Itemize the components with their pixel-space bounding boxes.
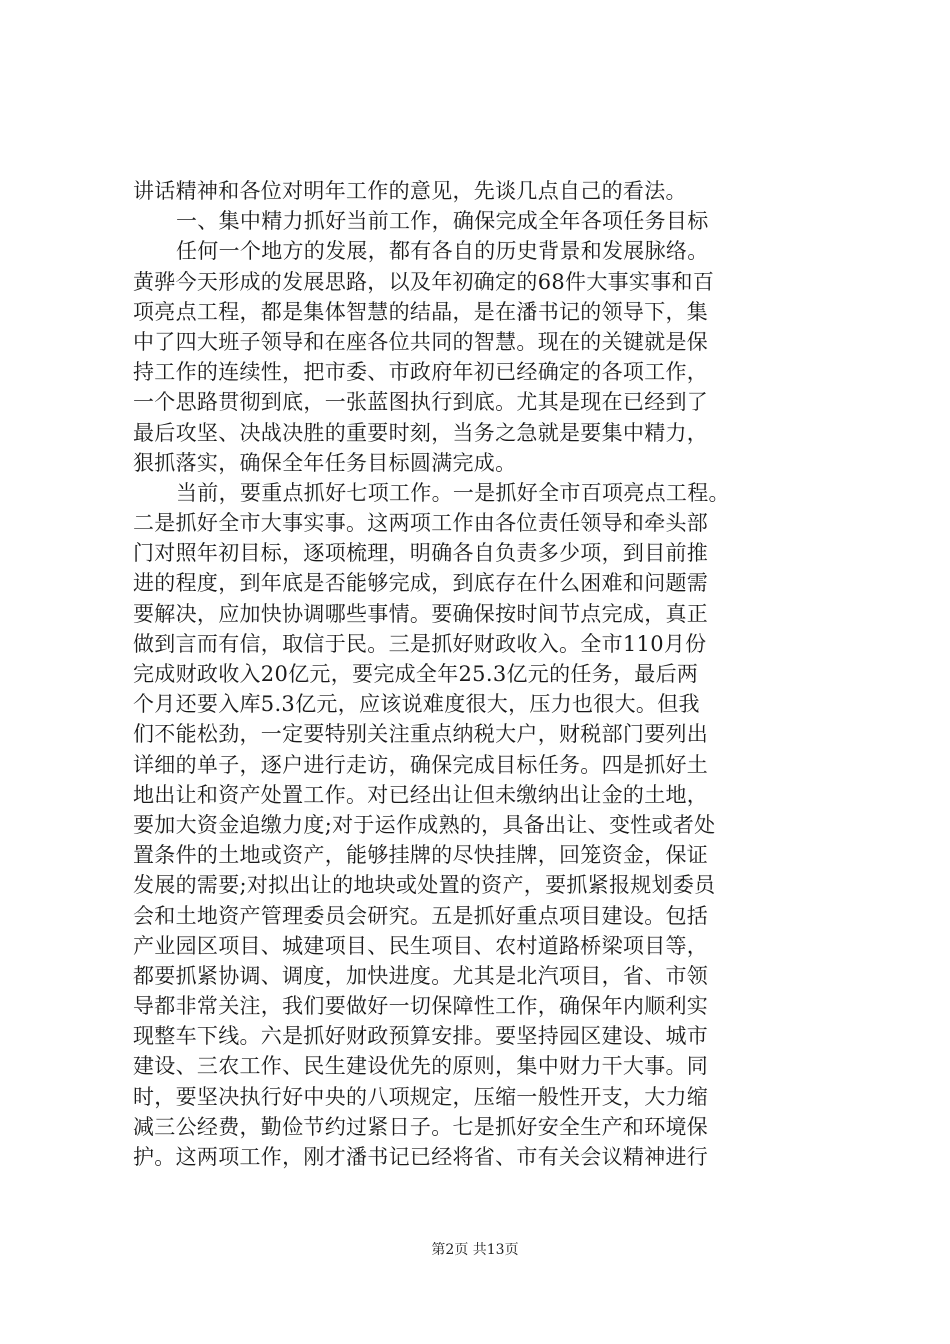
text-line: 完成财政收入20亿元，要完成全年25.3亿元的任务，最后两 — [133, 662, 699, 686]
text-line: 会和土地资产管理委员会研究。五是抓好重点项目建设。包括 — [133, 903, 709, 928]
text-line: 地出让和资产处置工作。对已经出让但未缴纳出让金的土地， — [133, 782, 709, 807]
text-line: 中了四大班子领导和在座各位共同的智慧。现在的关键就是保 — [133, 329, 709, 354]
text-line: 个月还要入库5.3亿元，应该说难度很大，压力也很大。但我 — [133, 692, 700, 717]
text-line: 最后攻坚、决战决胜的重要时刻，当务之急就是要集中精力， — [133, 420, 709, 445]
text-line: 一、集中精力抓好当前工作，确保完成全年各项任务目标 — [176, 209, 709, 234]
text-line: 现整车下线。六是抓好财政预算安排。要坚持园区建设、城市 — [133, 1024, 709, 1049]
text-line: 减三公经费，勤俭节约过紧日子。七是抓好安全生产和环境保 — [133, 1114, 709, 1139]
text-line: 要加大资金追缴力度;对于运作成熟的，具备出让、变性或者处 — [133, 812, 716, 837]
text-line: 时，要坚决执行好中央的八项规定，压缩一般性开支，大力缩 — [133, 1084, 709, 1109]
page-footer: 第2页 共13页 — [431, 1242, 519, 1258]
text-line: 黄骅今天形成的发展思路，以及年初确定的68件大事实事和百 — [133, 269, 715, 294]
text-line: 导都非常关注，我们要做好一切保障性工作，确保年内顺利实 — [133, 994, 709, 1019]
text-line: 项亮点工程，都是集体智慧的结晶，是在潘书记的领导下，集 — [133, 299, 709, 324]
text-line: 任何一个地方的发展，都有各自的历史背景和发展脉络。 — [176, 239, 709, 264]
text-line: 门对照年初目标，逐项梳理，明确各自负责多少项，到目前推 — [133, 541, 709, 566]
text-line: 详细的单子，逐户进行走访，确保完成目标任务。四是抓好土 — [133, 752, 709, 777]
text-line: 发展的需要;对拟出让的地块或处置的资产，要抓紧报规划委员 — [133, 873, 716, 898]
text-line: 护。这两项工作，刚才潘书记已经将省、市有关会议精神进行 — [133, 1145, 709, 1169]
text-line: 做到言而有信，取信于民。三是抓好财政收入。全市110月份 — [133, 631, 707, 656]
document-body — [133, 176, 833, 1172]
text-line: 一个思路贯彻到底，一张蓝图执行到底。尤其是现在已经到了 — [133, 390, 709, 415]
text-line: 二是抓好全市大事实事。这两项工作由各位责任领导和牵头部 — [133, 511, 709, 536]
text-line: 当前，要重点抓好七项工作。一是抓好全市百项亮点工程。 — [176, 480, 730, 505]
text-line: 们不能松劲，一定要特别关注重点纳税大户，财税部门要列出 — [133, 722, 709, 747]
text-line: 进的程度，到年底是否能够完成，到底存在什么困难和问题需 — [133, 571, 709, 596]
text-line: 置条件的土地或资产，能够挂牌的尽快挂牌，回笼资金，保证 — [133, 843, 709, 868]
text-line: 要解决，应加快协调哪些事情。要确保按时间节点完成，真正 — [133, 601, 709, 626]
text-line: 产业园区项目、城建项目、民生项目、农村道路桥梁项目等， — [133, 933, 709, 958]
text-line: 都要抓紧协调、调度，加快进度。尤其是北汽项目，省、市领 — [133, 963, 709, 988]
text-line: 建设、三农工作、民生建设优先的原则，集中财力干大事。同 — [133, 1054, 709, 1079]
text-line: 狠抓落实，确保全年任务目标圆满完成。 — [133, 450, 517, 475]
text-line: 持工作的连续性，把市委、市政府年初已经确定的各项工作， — [133, 360, 709, 385]
text-line: 讲话精神和各位对明年工作的意见，先谈几点自己的看法。 — [133, 179, 687, 203]
